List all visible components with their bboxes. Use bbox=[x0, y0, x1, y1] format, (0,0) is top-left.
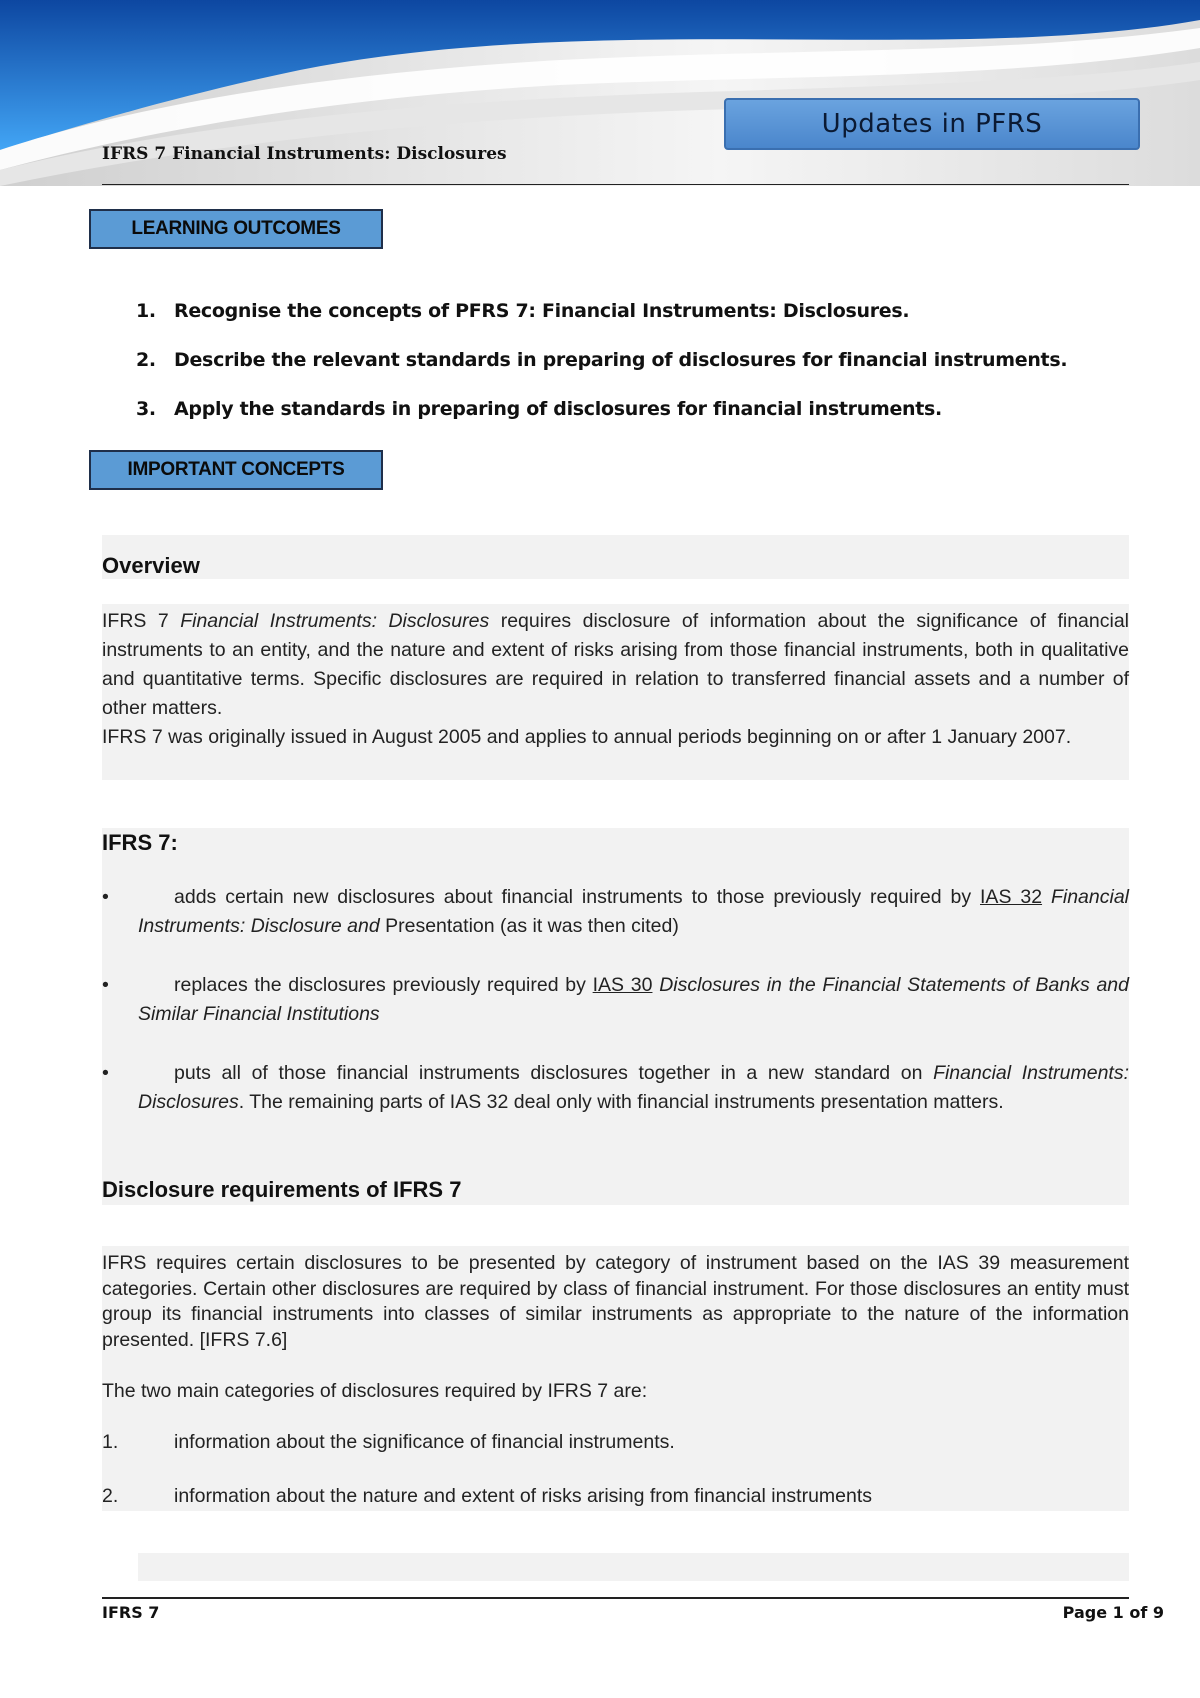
empty-shade-block bbox=[138, 1553, 1129, 1581]
outcomes-list bbox=[136, 300, 1126, 447]
disclosure-categories-list bbox=[102, 1431, 1129, 1539]
outcome-item: 2. Describe the relevant standards in preparing of disclosures for financial instruments. bbox=[136, 349, 1068, 371]
ifrs7-bullet-list bbox=[102, 883, 1129, 1117]
course-badge: Updates in PFRS bbox=[724, 98, 1140, 150]
list-item: 2. information about the nature and extent of risks arising from financial instruments bbox=[102, 1485, 873, 1507]
document-title: IFRS 7 Financial Instruments: Disclosures bbox=[102, 144, 507, 164]
outcome-item: 1. Recognise the concepts of PFRS 7: Financial Instruments: Disclosures. bbox=[136, 300, 910, 322]
disclosure-heading: Disclosure requirements of IFRS 7 bbox=[102, 1177, 462, 1202]
learning-outcomes-label: LEARNING OUTCOMES bbox=[89, 209, 383, 249]
overview-heading: Overview bbox=[102, 553, 200, 578]
footer-doc-label: IFRS 7 bbox=[102, 1603, 160, 1622]
disclosure-intro: The two main categories of disclosures required by IFRS 7 are: bbox=[102, 1380, 648, 1402]
overview-heading-shade bbox=[102, 535, 1129, 579]
header-divider bbox=[102, 184, 1129, 185]
list-item: • adds certain new disclosures about financial instruments to those previously required by IAS 32 Financial Instruments: Disclosure and Presentation (as it was then cited) bbox=[102, 886, 1129, 937]
ifrs7-heading: IFRS 7: bbox=[102, 830, 178, 855]
overview-paragraph: IFRS 7 Financial Instruments: Disclosures requires disclosure of information about the significance of financial instruments to an entity, and the nature and extent of risks arising from those financial instruments, both in qualitative and quantitative terms. Specific disclosures are required in relation to transferred financial assets and a number of other matters. IFRS 7 was originally issued in August 2005 and applies to annual periods beginning on or after 1 January 2007. bbox=[102, 610, 1130, 748]
footer-divider bbox=[102, 1597, 1129, 1599]
important-concepts-label: IMPORTANT CONCEPTS bbox=[89, 450, 383, 490]
list-item: 1. information about the significance of financial instruments. bbox=[102, 1431, 675, 1453]
disclosure-paragraph: IFRS requires certain disclosures to be presented by category of instrument based on the IAS 39 measurement categories. Certain other disclosures are required by class of financial instrument. For those disclosures an entity must group its financial instruments into classes of similar instruments as appropriate to the nature of the information presented. [IFRS 7.6] bbox=[102, 1252, 1129, 1351]
outcome-item: 3. Apply the standards in preparing of disclosures for financial instruments. bbox=[136, 398, 942, 420]
list-item: • puts all of those financial instruments disclosures together in a new standard on Financial Instruments: Disclosures. The remaining parts of IAS 32 deal only with financial instruments presentation matters. bbox=[102, 1062, 1129, 1113]
page-number: Page 1 of 9 bbox=[1062, 1603, 1164, 1622]
list-item: • replaces the disclosures previously required by IAS 30 Disclosures in the Financial Statements of Banks and Similar Financial Institutions bbox=[102, 974, 1129, 1025]
